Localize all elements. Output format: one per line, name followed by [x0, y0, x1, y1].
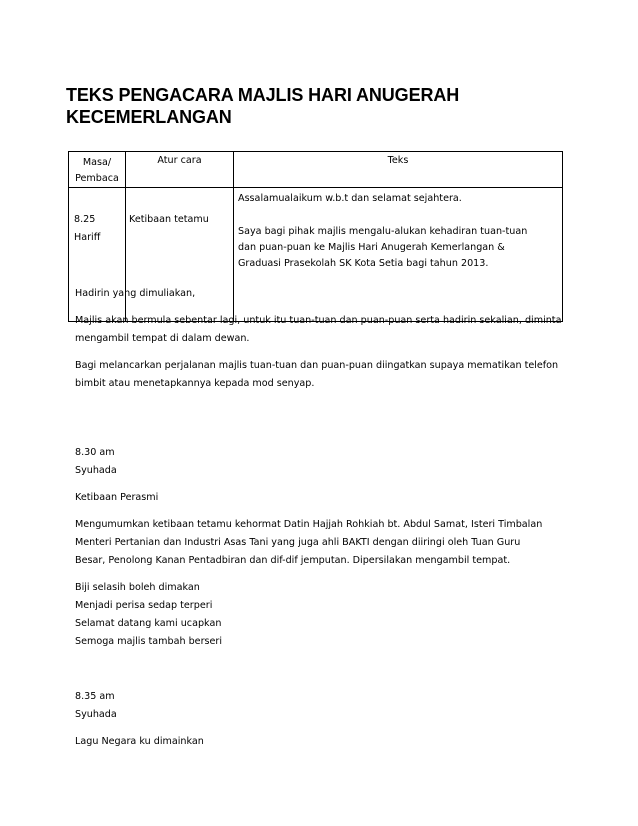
header-teks: Teks: [234, 152, 563, 188]
segment-speaker: Syuhada: [75, 709, 117, 720]
title-line-1: TEKS PENGACARA MAJLIS HARI ANUGERAH: [66, 85, 460, 105]
paragraph-guest-announcement: [75, 516, 575, 570]
pantun-line: Biji selasih boleh dimakan: [75, 582, 200, 593]
paragraph-line: Menteri Pertanian dan Industri Asas Tani yang juga ahli BAKTI dengan diiringi oleh Tuan Guru: [75, 537, 521, 548]
paragraph-line: bimbit atau menetapkannya kepada mod senyap.: [75, 378, 315, 389]
row-speaker: Hariff: [74, 232, 101, 243]
pantun-verse: [75, 579, 575, 651]
paragraph-line: Bagi melancarkan perjalanan majlis tuan-tuan dan puan-puan diingatkan supaya mematikan telefon: [75, 360, 559, 371]
paragraph-phone-notice: [75, 357, 575, 393]
pantun-line: Semoga majlis tambah berseri: [75, 636, 223, 647]
table-header-row: [69, 152, 563, 188]
paragraph-line: Majlis akan bermula sebentar lagi, untuk itu tuan-tuan dan puan-puan serta hadirin sekalian, diminta: [75, 315, 562, 326]
document-title: [66, 84, 586, 128]
title-line-2: KECEMERLANGAN: [66, 107, 232, 127]
script-body: [75, 285, 575, 751]
paragraph-line: mengambil tempat di dalam dewan.: [75, 333, 250, 344]
segment-time: 8.30 am: [75, 447, 115, 458]
row-time: 8.25: [74, 214, 96, 225]
segment-speaker: Syuhada: [75, 465, 117, 476]
audience-greeting: Hadirin yang dimuliakan,: [75, 288, 196, 299]
pantun-line: Selamat datang kami ucapkan: [75, 618, 222, 629]
segment-item: Ketibaan Perasmi: [75, 492, 159, 503]
paragraph-start-notice: [75, 312, 575, 348]
pantun-line: Menjadi perisa sedap terperi: [75, 600, 213, 611]
segment-item: Lagu Negara ku dimainkan: [75, 736, 204, 747]
welcome-line: Graduasi Prasekolah SK Kota Setia bagi tahun 2013.: [238, 258, 489, 269]
welcome-line: Saya bagi pihak majlis mengalu-alukan kehadiran tuan-tuan: [238, 226, 528, 237]
segment-time: 8.35 am: [75, 691, 115, 702]
row-activity: Ketibaan tetamu: [129, 214, 209, 225]
row-greeting: Assalamualaikum w.b.t dan selamat sejahtera.: [238, 193, 462, 204]
welcome-line: dan puan-puan ke Majlis Hari Anugerah Kemerlangan &: [238, 242, 505, 253]
paragraph-line: Mengumumkan ketibaan tetamu kehormat Datin Hajjah Rohkiah bt. Abdul Samat, Isteri Timbalan: [75, 519, 543, 530]
paragraph-line: Besar, Penolong Kanan Pentadbiran dan dif-dif jemputan. Dipersilakan mengambil tempat.: [75, 555, 511, 566]
header-masa-pembaca: Masa/ Pembaca: [69, 152, 126, 188]
header-atur-cara: Atur cara: [126, 152, 234, 188]
row-welcome-text: [238, 224, 558, 272]
